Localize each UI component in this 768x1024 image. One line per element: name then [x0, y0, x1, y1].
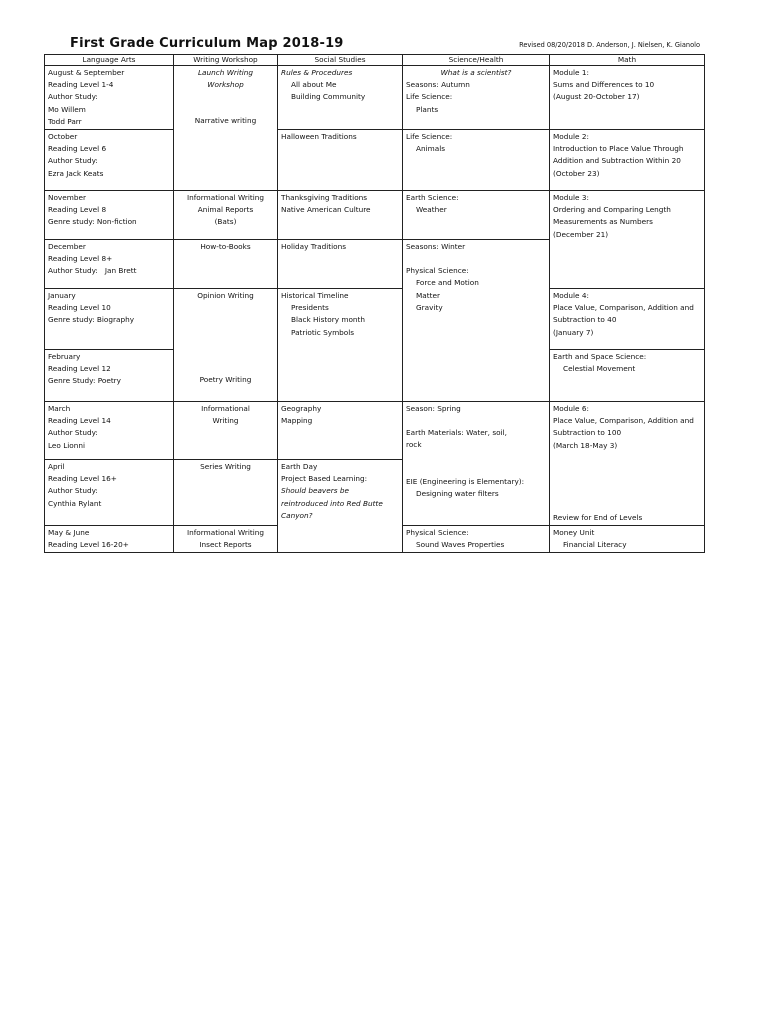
cell-line: Genre Study: Poetry: [48, 376, 122, 386]
cell-writing-workshop: [174, 66, 278, 191]
cell-line: Todd Parr: [48, 116, 82, 126]
cell-line: Module 3:: [553, 193, 589, 203]
cell-line: Opinion Writing: [197, 291, 254, 301]
spacer: [177, 338, 274, 350]
cell-line: (December 21): [553, 229, 609, 239]
cell-line: (October 23): [553, 168, 600, 178]
cell-language-arts: [45, 191, 174, 240]
cell-line: Historical Timeline: [281, 291, 349, 301]
spacer: [177, 326, 274, 338]
spacer: [553, 488, 701, 500]
cell-line: Review for End of Levels: [553, 512, 643, 522]
cell-line: Building Community: [291, 92, 366, 102]
cell-writing-workshop: [174, 526, 278, 553]
table-row: [45, 191, 705, 240]
spacer: [177, 362, 274, 374]
cell-line: October: [48, 132, 78, 142]
cell-language-arts: [45, 402, 174, 460]
cell-line: Plants: [416, 104, 439, 114]
cell-line: Informational Writing: [186, 193, 265, 203]
cell-line: Designing water filters: [416, 488, 499, 498]
cell-line: Animals: [416, 144, 446, 154]
cell-line: Gravity: [416, 302, 443, 312]
cell-social-studies: [278, 240, 403, 289]
spacer: [406, 253, 546, 265]
revision-note: Revised 08/20/2018 D. Anderson, J. Nielsen, K. Gianolo: [519, 41, 700, 49]
spacer: [406, 415, 546, 427]
cell-line: Subtraction to 100: [553, 428, 622, 438]
cell-line: March: [48, 404, 71, 414]
cell-line: Season: Spring: [406, 404, 461, 414]
cell-line: August & September: [48, 68, 125, 77]
cell-social-studies: [278, 191, 403, 240]
cell-science-health: [403, 66, 550, 130]
spacer: [406, 452, 546, 464]
cell-line: Patriotic Symbols: [291, 327, 355, 337]
cell-line: All about Me: [291, 80, 337, 90]
cell-line: Narrative writing: [194, 116, 257, 126]
cell-line: Module 6:: [553, 404, 589, 414]
cell-writing-workshop: [174, 460, 278, 526]
cell-math: [550, 526, 705, 553]
cell-line: Informational: [201, 404, 250, 414]
cell-line: Module 2:: [553, 132, 589, 142]
cell-line: Animal Reports: [197, 205, 254, 215]
cell-line: Physical Science:: [406, 266, 469, 276]
cell-language-arts: [45, 130, 174, 191]
cell-line: Writing: [212, 416, 239, 426]
spacer: [406, 464, 546, 476]
cell-line: Informational Writing: [186, 528, 265, 538]
cell-science-health: [403, 402, 550, 526]
cell-line: (March 18-May 3): [553, 440, 618, 450]
cell-line: Reading Level 14: [48, 416, 111, 426]
cell-line: How-to-Books: [200, 242, 251, 252]
cell-line: Canyon?: [281, 510, 313, 520]
cell-line: Addition and Subtraction Within 20: [553, 156, 681, 166]
cell-line: Halloween Traditions: [281, 132, 357, 142]
cell-line: Mo Willem: [48, 104, 86, 114]
cell-line: Seasons: Winter: [406, 242, 466, 252]
cell-writing-workshop: [174, 402, 278, 460]
cell-science-health: [403, 240, 550, 402]
cell-line: Module 1:: [553, 68, 589, 77]
cell-line: Place Value, Comparison, Addition and: [553, 303, 694, 313]
cell-language-arts: [45, 460, 174, 526]
cell-social-studies: [278, 460, 403, 553]
cell-line: Module 4:: [553, 291, 589, 301]
cell-line: Ezra Jack Keats: [48, 168, 104, 178]
cell-line: reintroduced into Red Butte: [281, 498, 383, 508]
cell-language-arts: [45, 66, 174, 130]
column-header-math: Math: [550, 55, 705, 66]
cell-line: Earth Materials: Water, soil,: [406, 428, 507, 438]
cell-line: Sums and Differences to 10: [553, 80, 655, 90]
cell-line: Reading Level 8+: [48, 254, 113, 264]
spacer: [177, 302, 274, 314]
cell-line: EIE (Engineering is Elementary):: [406, 476, 525, 486]
cell-line: Celestial Movement: [563, 364, 636, 374]
table-row: [45, 402, 705, 460]
cell-line: Earth Day: [281, 462, 318, 472]
table-row: [45, 130, 705, 191]
cell-math: [550, 289, 705, 350]
cell-line: April: [48, 462, 65, 472]
cell-line: Presidents: [291, 303, 329, 313]
cell-language-arts: [45, 350, 174, 402]
cell-line: Matter: [416, 290, 440, 300]
spacer: [553, 476, 701, 488]
cell-social-studies: [278, 130, 403, 191]
cell-line: Introduction to Place Value Through: [553, 144, 684, 154]
header-row: [45, 55, 705, 66]
cell-line: Native American Culture: [281, 205, 371, 215]
cell-line: Subtraction to 40: [553, 315, 617, 325]
cell-line: Thanksgiving Traditions: [281, 193, 368, 203]
cell-science-health: [403, 526, 550, 553]
cell-line: Seasons: Autumn: [406, 80, 470, 90]
cell-line: Workshop: [207, 80, 244, 90]
cell-line: Poetry Writing: [199, 375, 252, 385]
cell-line: Place Value, Comparison, Addition and: [553, 416, 694, 426]
spacer: [177, 91, 274, 103]
cell-line: Author Study:: [48, 156, 98, 166]
cell-line: Reading Level 1-4: [48, 80, 114, 90]
cell-line: Series Writing: [200, 462, 251, 472]
column-header-social-studies: Social Studies: [278, 55, 403, 66]
cell-language-arts: [45, 289, 174, 350]
cell-line: Financial Literacy: [563, 540, 627, 550]
cell-line: May & June: [48, 528, 90, 538]
spacer: [553, 500, 701, 512]
column-header-language-arts: Language Arts: [45, 55, 174, 66]
cell-social-studies: [278, 66, 403, 130]
cell-line: (Bats): [214, 217, 237, 227]
cell-line: Black History month: [291, 315, 366, 325]
table-row: [45, 289, 705, 350]
document-header: [44, 36, 704, 54]
cell-line: What is a scientist?: [440, 68, 512, 77]
cell-line: Reading Level 6: [48, 144, 107, 154]
cell-line: Life Science:: [406, 132, 453, 142]
cell-line: December: [48, 242, 86, 252]
cell-writing-workshop: [174, 289, 278, 402]
cell-social-studies: [278, 289, 403, 402]
cell-math: [550, 191, 705, 289]
cell-language-arts: [45, 526, 174, 553]
cell-line: Force and Motion: [416, 278, 479, 288]
column-header-science-health: Science/Health: [403, 55, 550, 66]
cell-line: Reading Level 16+: [48, 474, 117, 484]
cell-line: Reading Level 12: [48, 364, 111, 374]
cell-line: Life Science:: [406, 92, 453, 102]
cell-line: Cynthia Rylant: [48, 498, 102, 508]
cell-line: Reading Level 8: [48, 205, 107, 215]
cell-social-studies: [278, 402, 403, 460]
cell-line: Money Unit: [553, 528, 595, 538]
cell-science-health: [403, 191, 550, 240]
curriculum-table: [44, 54, 705, 553]
cell-line: Earth and Space Science:: [553, 352, 647, 362]
cell-math: [550, 130, 705, 191]
cell-line: Author Study: Jan Brett: [48, 266, 137, 276]
cell-line: Rules & Procedures: [281, 68, 353, 77]
cell-line: Genre study: Biography: [48, 315, 135, 325]
cell-line: Should beavers be: [281, 486, 349, 496]
column-header-writing-workshop: Writing Workshop: [174, 55, 278, 66]
table-row: [45, 66, 705, 130]
cell-line: Physical Science:: [406, 528, 469, 538]
spacer: [553, 464, 701, 476]
cell-science-health: [403, 130, 550, 191]
cell-line: Geography: [281, 404, 322, 414]
cell-line: Project Based Learning:: [281, 474, 368, 484]
cell-line: February: [48, 352, 81, 362]
cell-line: November: [48, 193, 86, 203]
cell-line: Holiday Traditions: [281, 242, 347, 252]
cell-line: Leo Lionni: [48, 440, 86, 450]
cell-line: Measurements as Numbers: [553, 217, 653, 227]
cell-language-arts: [45, 240, 174, 289]
cell-science-health: [550, 350, 705, 402]
spacer: [177, 103, 274, 115]
cell-line: Mapping: [281, 416, 313, 426]
cell-line: Earth Science:: [406, 193, 459, 203]
spacer: [177, 314, 274, 326]
spacer: [177, 350, 274, 362]
cell-line: rock: [406, 440, 422, 450]
cell-line: Ordering and Comparing Length: [553, 205, 671, 215]
cell-line: (August 20-October 17): [553, 92, 640, 102]
cell-line: Author Study:: [48, 486, 98, 496]
cell-line: Sound Waves Properties: [416, 540, 505, 550]
cell-writing-workshop: [174, 191, 278, 240]
cell-line: Genre study: Non-fiction: [48, 217, 137, 227]
cell-line: Insect Reports: [199, 540, 252, 550]
cell-line: (January 7): [553, 327, 594, 337]
cell-line: Author Study:: [48, 92, 98, 102]
cell-line: Reading Level 10: [48, 303, 111, 313]
cell-writing-workshop: [174, 240, 278, 289]
cell-line: January: [48, 291, 76, 301]
cell-line: Launch Writing: [197, 68, 253, 77]
cell-math: [550, 402, 705, 526]
cell-math: [550, 66, 705, 130]
cell-line: Author Study:: [48, 428, 98, 438]
document-title: First Grade Curriculum Map 2018-19: [70, 36, 344, 51]
cell-line: Reading Level 16-20+: [48, 540, 129, 550]
spacer: [553, 452, 701, 464]
cell-line: Weather: [416, 205, 447, 215]
